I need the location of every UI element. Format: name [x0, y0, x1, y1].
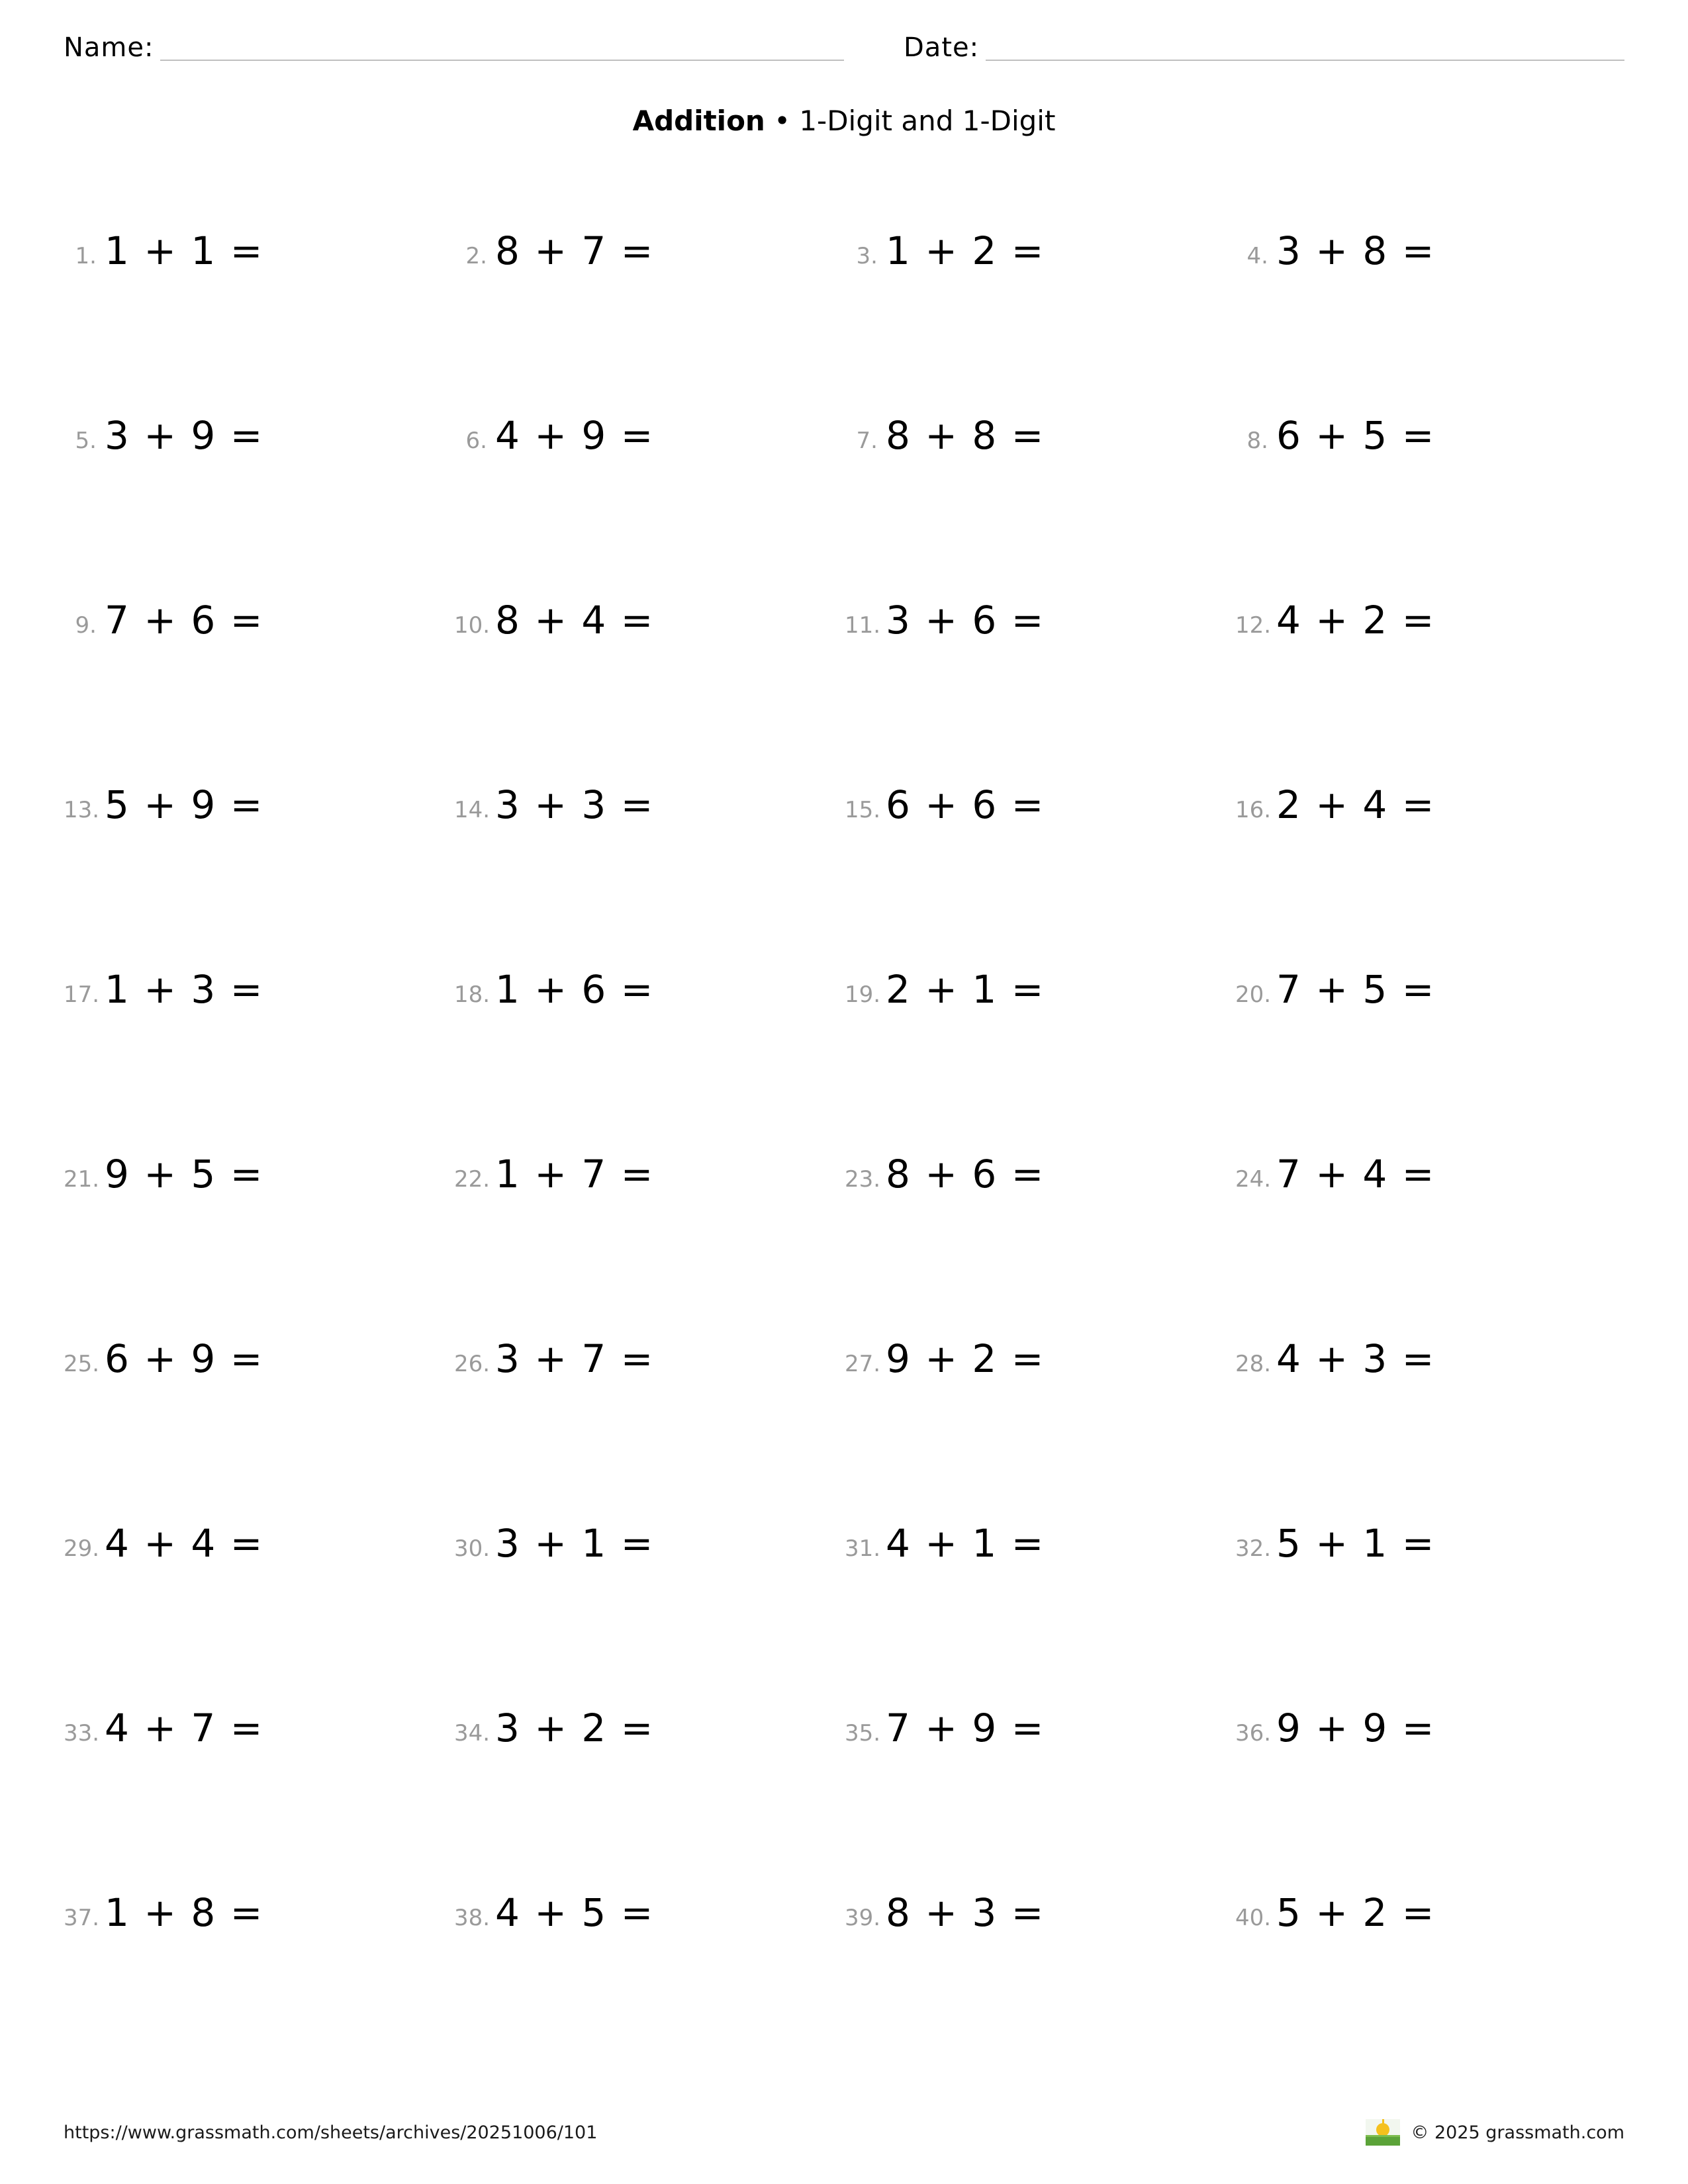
- problem-item: [845, 228, 1235, 416]
- problem-expression[interactable]: 2 + 4 =: [1276, 782, 1436, 827]
- problem-item: [1235, 1890, 1626, 2078]
- problem-number: 24.: [1235, 1166, 1272, 1193]
- problem-item: [845, 782, 1235, 970]
- problem-item: [64, 1152, 454, 1340]
- problem-number: 18.: [454, 981, 491, 1008]
- problem-expression[interactable]: 9 + 9 =: [1276, 1706, 1436, 1751]
- page-title: [0, 106, 1688, 136]
- problem-number: 1.: [75, 243, 97, 269]
- problem-expression[interactable]: 8 + 7 =: [495, 228, 655, 273]
- problem-number: 22.: [454, 1166, 491, 1193]
- problem-number: 11.: [845, 612, 881, 639]
- problem-item: [454, 1706, 845, 1893]
- problem-expression[interactable]: 4 + 1 =: [886, 1521, 1045, 1566]
- problem-item: [64, 782, 454, 970]
- title-separator: •: [765, 105, 800, 137]
- problem-expression[interactable]: 1 + 2 =: [886, 228, 1045, 273]
- problem-expression[interactable]: 7 + 5 =: [1276, 967, 1436, 1012]
- problem-item: [64, 1521, 454, 1709]
- problem-item: [845, 1336, 1235, 1524]
- problem-expression[interactable]: 3 + 2 =: [495, 1706, 655, 1751]
- footer-brand: [1366, 2119, 1624, 2146]
- problem-expression[interactable]: 5 + 2 =: [1276, 1890, 1436, 1935]
- problem-item: [845, 1521, 1235, 1709]
- title-main: Addition: [632, 105, 765, 137]
- problem-number: 35.: [845, 1720, 881, 1747]
- problem-item: [1235, 1521, 1626, 1709]
- problem-expression[interactable]: 3 + 7 =: [495, 1336, 655, 1381]
- problem-expression[interactable]: 8 + 6 =: [886, 1152, 1045, 1197]
- problem-expression[interactable]: 6 + 5 =: [1276, 413, 1436, 458]
- problem-number: 4.: [1246, 243, 1268, 269]
- problem-number: 25.: [64, 1351, 100, 1377]
- problem-number: 3.: [856, 243, 878, 269]
- problem-expression[interactable]: 3 + 3 =: [495, 782, 655, 827]
- problem-expression[interactable]: 3 + 1 =: [495, 1521, 655, 1566]
- problem-number: 37.: [64, 1905, 100, 1931]
- problem-item: [454, 1336, 845, 1524]
- problem-item: [454, 967, 845, 1155]
- problem-item: [64, 967, 454, 1155]
- problem-item: [64, 1706, 454, 1893]
- problem-expression[interactable]: 7 + 4 =: [1276, 1152, 1436, 1197]
- problem-item: [454, 228, 845, 416]
- problem-expression[interactable]: 3 + 8 =: [1276, 228, 1436, 273]
- problem-item: [1235, 1706, 1626, 1893]
- problem-item: [1235, 228, 1626, 416]
- problem-expression[interactable]: 7 + 6 =: [105, 598, 264, 643]
- problem-number: 34.: [454, 1720, 491, 1747]
- problem-item: [1235, 598, 1626, 786]
- problem-number: 26.: [454, 1351, 491, 1377]
- problem-expression[interactable]: 4 + 4 =: [105, 1521, 264, 1566]
- problem-number: 33.: [64, 1720, 100, 1747]
- problem-number: 31.: [845, 1535, 881, 1562]
- problem-item: [845, 413, 1235, 601]
- problem-item: [454, 413, 845, 601]
- problem-item: [1235, 413, 1626, 601]
- problem-item: [64, 228, 454, 416]
- problem-number: 40.: [1235, 1905, 1272, 1931]
- problem-number: 36.: [1235, 1720, 1272, 1747]
- page-footer: [64, 2119, 1624, 2146]
- problem-expression[interactable]: 6 + 9 =: [105, 1336, 264, 1381]
- problem-expression[interactable]: 4 + 7 =: [105, 1706, 264, 1751]
- problem-item: [845, 1706, 1235, 1893]
- problem-item: [845, 1152, 1235, 1340]
- problem-item: [454, 1521, 845, 1709]
- problem-expression[interactable]: 4 + 9 =: [495, 413, 655, 458]
- problem-number: 28.: [1235, 1351, 1272, 1377]
- problem-number: 38.: [454, 1905, 491, 1931]
- problem-expression[interactable]: 5 + 9 =: [105, 782, 264, 827]
- problem-expression[interactable]: 1 + 3 =: [105, 967, 264, 1012]
- problem-number: 15.: [845, 797, 881, 823]
- problem-number: 5.: [75, 428, 97, 454]
- problem-expression[interactable]: 9 + 5 =: [105, 1152, 264, 1197]
- title-subtitle: 1-Digit and 1-Digit: [799, 105, 1056, 137]
- problem-expression[interactable]: 1 + 6 =: [495, 967, 655, 1012]
- problem-number: 32.: [1235, 1535, 1272, 1562]
- problem-number: 10.: [454, 612, 491, 639]
- problem-number: 14.: [454, 797, 491, 823]
- problem-number: 12.: [1235, 612, 1272, 639]
- problem-number: 2.: [465, 243, 487, 269]
- problem-number: 20.: [1235, 981, 1272, 1008]
- problem-expression[interactable]: 1 + 8 =: [105, 1890, 264, 1935]
- problem-expression[interactable]: 3 + 9 =: [105, 413, 264, 458]
- date-field[interactable]: [844, 28, 1624, 61]
- problem-number: 16.: [1235, 797, 1272, 823]
- problem-expression[interactable]: 4 + 2 =: [1276, 598, 1436, 643]
- problem-item: [64, 598, 454, 786]
- problem-item: [454, 1890, 845, 2078]
- problem-expression[interactable]: 8 + 8 =: [886, 413, 1045, 458]
- problem-item: [454, 1152, 845, 1340]
- problem-item: [1235, 1336, 1626, 1524]
- student-info-row: [64, 28, 1624, 61]
- problem-item: [454, 598, 845, 786]
- problem-number: 23.: [845, 1166, 881, 1193]
- problem-item: [454, 782, 845, 970]
- problem-expression[interactable]: 1 + 1 =: [105, 228, 264, 273]
- problem-item: [845, 967, 1235, 1155]
- problem-number: 19.: [845, 981, 881, 1008]
- problem-expression[interactable]: 8 + 3 =: [886, 1890, 1045, 1935]
- source-url[interactable]: https://www.grassmath.com/sheets/archives/20251006/101: [64, 2122, 598, 2143]
- problem-number: 29.: [64, 1535, 100, 1562]
- problem-item: [845, 598, 1235, 786]
- problem-expression[interactable]: 4 + 5 =: [495, 1890, 655, 1935]
- problem-number: 8.: [1246, 428, 1268, 454]
- problem-expression[interactable]: 2 + 1 =: [886, 967, 1045, 1012]
- problems-grid: [64, 228, 1626, 2078]
- problem-expression[interactable]: 7 + 9 =: [886, 1706, 1045, 1751]
- problem-number: 39.: [845, 1905, 881, 1931]
- problem-number: 6.: [465, 428, 487, 454]
- problem-expression[interactable]: 3 + 6 =: [886, 598, 1045, 643]
- problem-number: 9.: [75, 612, 97, 639]
- problem-item: [845, 1890, 1235, 2078]
- problem-number: 17.: [64, 981, 100, 1008]
- problem-number: 21.: [64, 1166, 100, 1193]
- problem-item: [1235, 1152, 1626, 1340]
- copyright-text: © 2025 grassmath.com: [1411, 2122, 1624, 2143]
- problem-expression[interactable]: 5 + 1 =: [1276, 1521, 1436, 1566]
- name-write-line[interactable]: [160, 28, 844, 61]
- problem-number: 7.: [856, 428, 878, 454]
- date-write-line[interactable]: [986, 28, 1624, 61]
- problem-number: 13.: [64, 797, 100, 823]
- problem-expression[interactable]: 9 + 2 =: [886, 1336, 1045, 1381]
- problem-item: [64, 1890, 454, 2078]
- problem-number: 27.: [845, 1351, 881, 1377]
- problem-item: [64, 413, 454, 601]
- problem-expression[interactable]: 6 + 6 =: [886, 782, 1045, 827]
- sun-grass-logo-icon: [1366, 2119, 1400, 2146]
- problem-item: [1235, 782, 1626, 970]
- date-label: Date:: [904, 32, 980, 63]
- problem-expression[interactable]: 8 + 4 =: [495, 598, 655, 643]
- problem-expression[interactable]: 1 + 7 =: [495, 1152, 655, 1197]
- problem-expression[interactable]: 4 + 3 =: [1276, 1336, 1436, 1381]
- problem-item: [1235, 967, 1626, 1155]
- problem-item: [64, 1336, 454, 1524]
- name-label: Name:: [64, 32, 154, 63]
- problem-number: 30.: [454, 1535, 491, 1562]
- name-field[interactable]: [64, 28, 844, 61]
